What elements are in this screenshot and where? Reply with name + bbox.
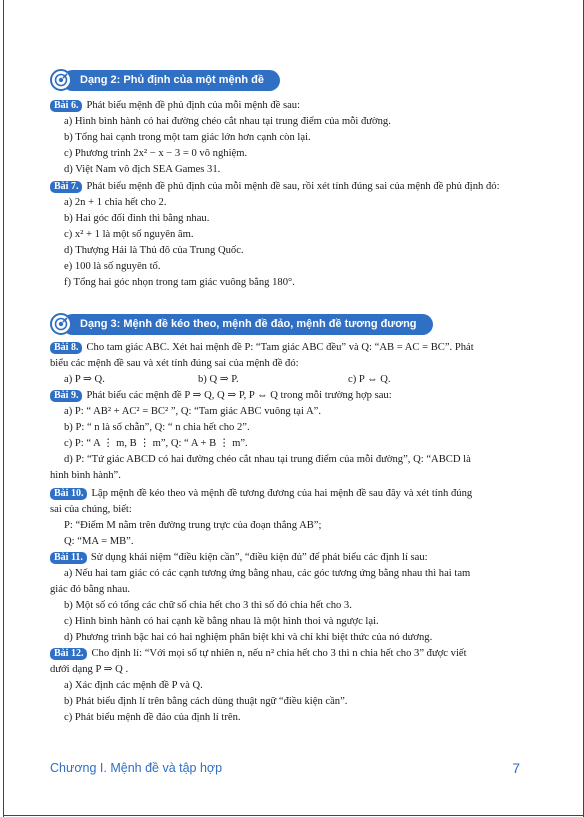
exercise-6-intro: Bài 6. Phát biểu mệnh đề phủ định của mỗi mệnh đề sau: (50, 98, 550, 114)
exercise-item: e) 100 là số nguyên tố. (64, 261, 161, 272)
exercise-8-options (50, 372, 550, 388)
exercise-8-line: Bài 8. Cho tam giác ABC. Xét hai mệnh đề P: “Tam giác ABC đều” và Q: “AB = AC = BC”. Phát (50, 340, 550, 356)
exercise-badge: Bài 10. (50, 488, 87, 500)
exercise-item: b) Một số có tổng các chữ số chia hết cho 3 thì số đó chia hết cho 3. (64, 600, 352, 611)
exercise-item: a) 2n + 1 chia hết cho 2. (64, 197, 167, 208)
exercise-item: Q: “MA = MB”. (64, 536, 134, 547)
exercise-item: d) Việt Nam vô địch SEA Games 31. (64, 164, 221, 175)
exercise-badge: Bài 7. (50, 181, 82, 193)
page-border-left (3, 0, 4, 817)
exercise-12-line: Bài 12. Cho định lí: “Với mọi số tự nhiên n, nếu n² chia hết cho 3 thì n chia hết cho 3” được viết (50, 646, 550, 662)
exercise-item: b) Hai góc đối đỉnh thì bằng nhau. (64, 213, 210, 224)
exercise-item: a) P: “ AB² + AC² = BC² ”, Q: “Tam giác ABC vuông tại A”. (64, 406, 322, 417)
section-title: Dạng 2: Phủ định của một mệnh đề (80, 74, 264, 86)
exercise-9-intro: Bài 9. Phát biểu các mệnh đề P ⇒ Q, Q ⇒ P, P ⇔ Q trong mỗi trường hợp sau: (50, 388, 550, 404)
exercise-8-line: biểu các mệnh đề sau và xét tính đúng sai của mệnh đề đó: (50, 358, 299, 369)
exercise-item: c) Phương trình 2x² − x − 3 = 0 vô nghiệm. (64, 148, 248, 159)
section-title: Dạng 3: Mệnh đề kéo theo, mệnh đề đảo, mệnh đề tương đương (80, 318, 417, 330)
exercise-item: d) Phương trình bậc hai có hai nghiệm phân biệt khi và chỉ khi biệt thức của nó dương. (64, 632, 433, 643)
exercise-item: a) Nếu hai tam giác có các cạnh tương ứng bằng nhau, các góc tương ứng bằng nhau thì hai tam (64, 568, 471, 579)
section-pill (62, 314, 433, 335)
exercise-item: c) P: “ A ⋮ m, B ⋮ m”, Q: “ A + B ⋮ m”. (64, 438, 248, 449)
page-footer (50, 761, 520, 775)
exercise-item: a) Xác định các mệnh đề P và Q. (64, 680, 203, 691)
exercises-block-1 (50, 98, 550, 291)
exercise-7-intro: Bài 7. Phát biểu mệnh đề phủ định của mỗi mệnh đề sau, rồi xét tính đúng sai của mệnh đề phủ định đó: (50, 179, 550, 195)
page-border-bottom (3, 815, 584, 816)
section-header-2 (50, 68, 280, 92)
exercise-item: b) Tổng hai cạnh trong một tam giác lớn hơn cạnh còn lại. (64, 132, 311, 143)
exercise-item: f) Tổng hai góc nhọn trong tam giác vuông bằng 180°. (64, 277, 295, 288)
exercise-item: hình bình hành”. (50, 470, 121, 481)
exercise-12-line: dưới dạng P ⇒ Q . (50, 664, 129, 675)
target-icon (50, 69, 72, 91)
chapter-title: Chương I. Mệnh đề và tập hợp (50, 761, 223, 775)
page-number: 7 (512, 760, 520, 776)
exercise-badge: Bài 12. (50, 648, 87, 660)
exercise-10-line: Bài 10. Lập mệnh đề kéo theo và mệnh đề tương đương của hai mệnh đề sau đây và xét tính đúng (50, 486, 550, 502)
exercise-item: b) Phát biểu định lí trên bằng cách dùng thuật ngữ “điều kiện cần”. (64, 696, 348, 707)
option-c: c) P ⇔ Q. (348, 374, 391, 385)
exercise-badge: Bài 8. (50, 342, 82, 354)
exercise-11-intro: Bài 11. Sử dụng khái niệm “điều kiện cần”, “điều kiện đủ” để phát biểu các định lí sau: (50, 550, 550, 566)
option-b: b) Q ⇒ P. (198, 374, 239, 385)
section-header-3 (50, 312, 433, 336)
exercises-block-2 (50, 340, 550, 726)
exercise-item: c) Phát biểu mệnh đề đảo của định lí trên. (64, 712, 241, 723)
exercise-item: d) Thượng Hải là Thủ đô của Trung Quốc. (64, 245, 244, 256)
exercise-item: P: “Điểm M nằm trên đường trung trực của đoạn thẳng AB”; (64, 520, 322, 531)
exercise-item: d) P: “Tứ giác ABCD có hai đường chéo cắt nhau tại trung điểm của mỗi đường”, Q: “ABCD là (64, 454, 471, 465)
exercise-badge: Bài 9. (50, 390, 82, 402)
exercise-item: b) P: “ n là số chẵn”, Q: “ n chia hết cho 2”. (64, 422, 250, 433)
exercise-badge: Bài 6. (50, 100, 82, 112)
option-a: a) P ⇒ Q. (64, 374, 105, 385)
exercise-item: a) Hình bình hành có hai đường chéo cắt nhau tại trung điểm của mỗi đường. (64, 116, 391, 127)
section-pill (62, 70, 280, 91)
exercise-item: c) Hình bình hành có hai cạnh kề bằng nhau là một hình thoi và ngược lại. (64, 616, 379, 627)
exercise-item: c) x² + 1 là một số nguyên âm. (64, 229, 194, 240)
exercise-10-line: sai của chúng, biết: (50, 504, 132, 515)
exercise-badge: Bài 11. (50, 552, 87, 564)
exercise-item: giác đó bằng nhau. (50, 584, 131, 595)
target-icon (50, 313, 72, 335)
